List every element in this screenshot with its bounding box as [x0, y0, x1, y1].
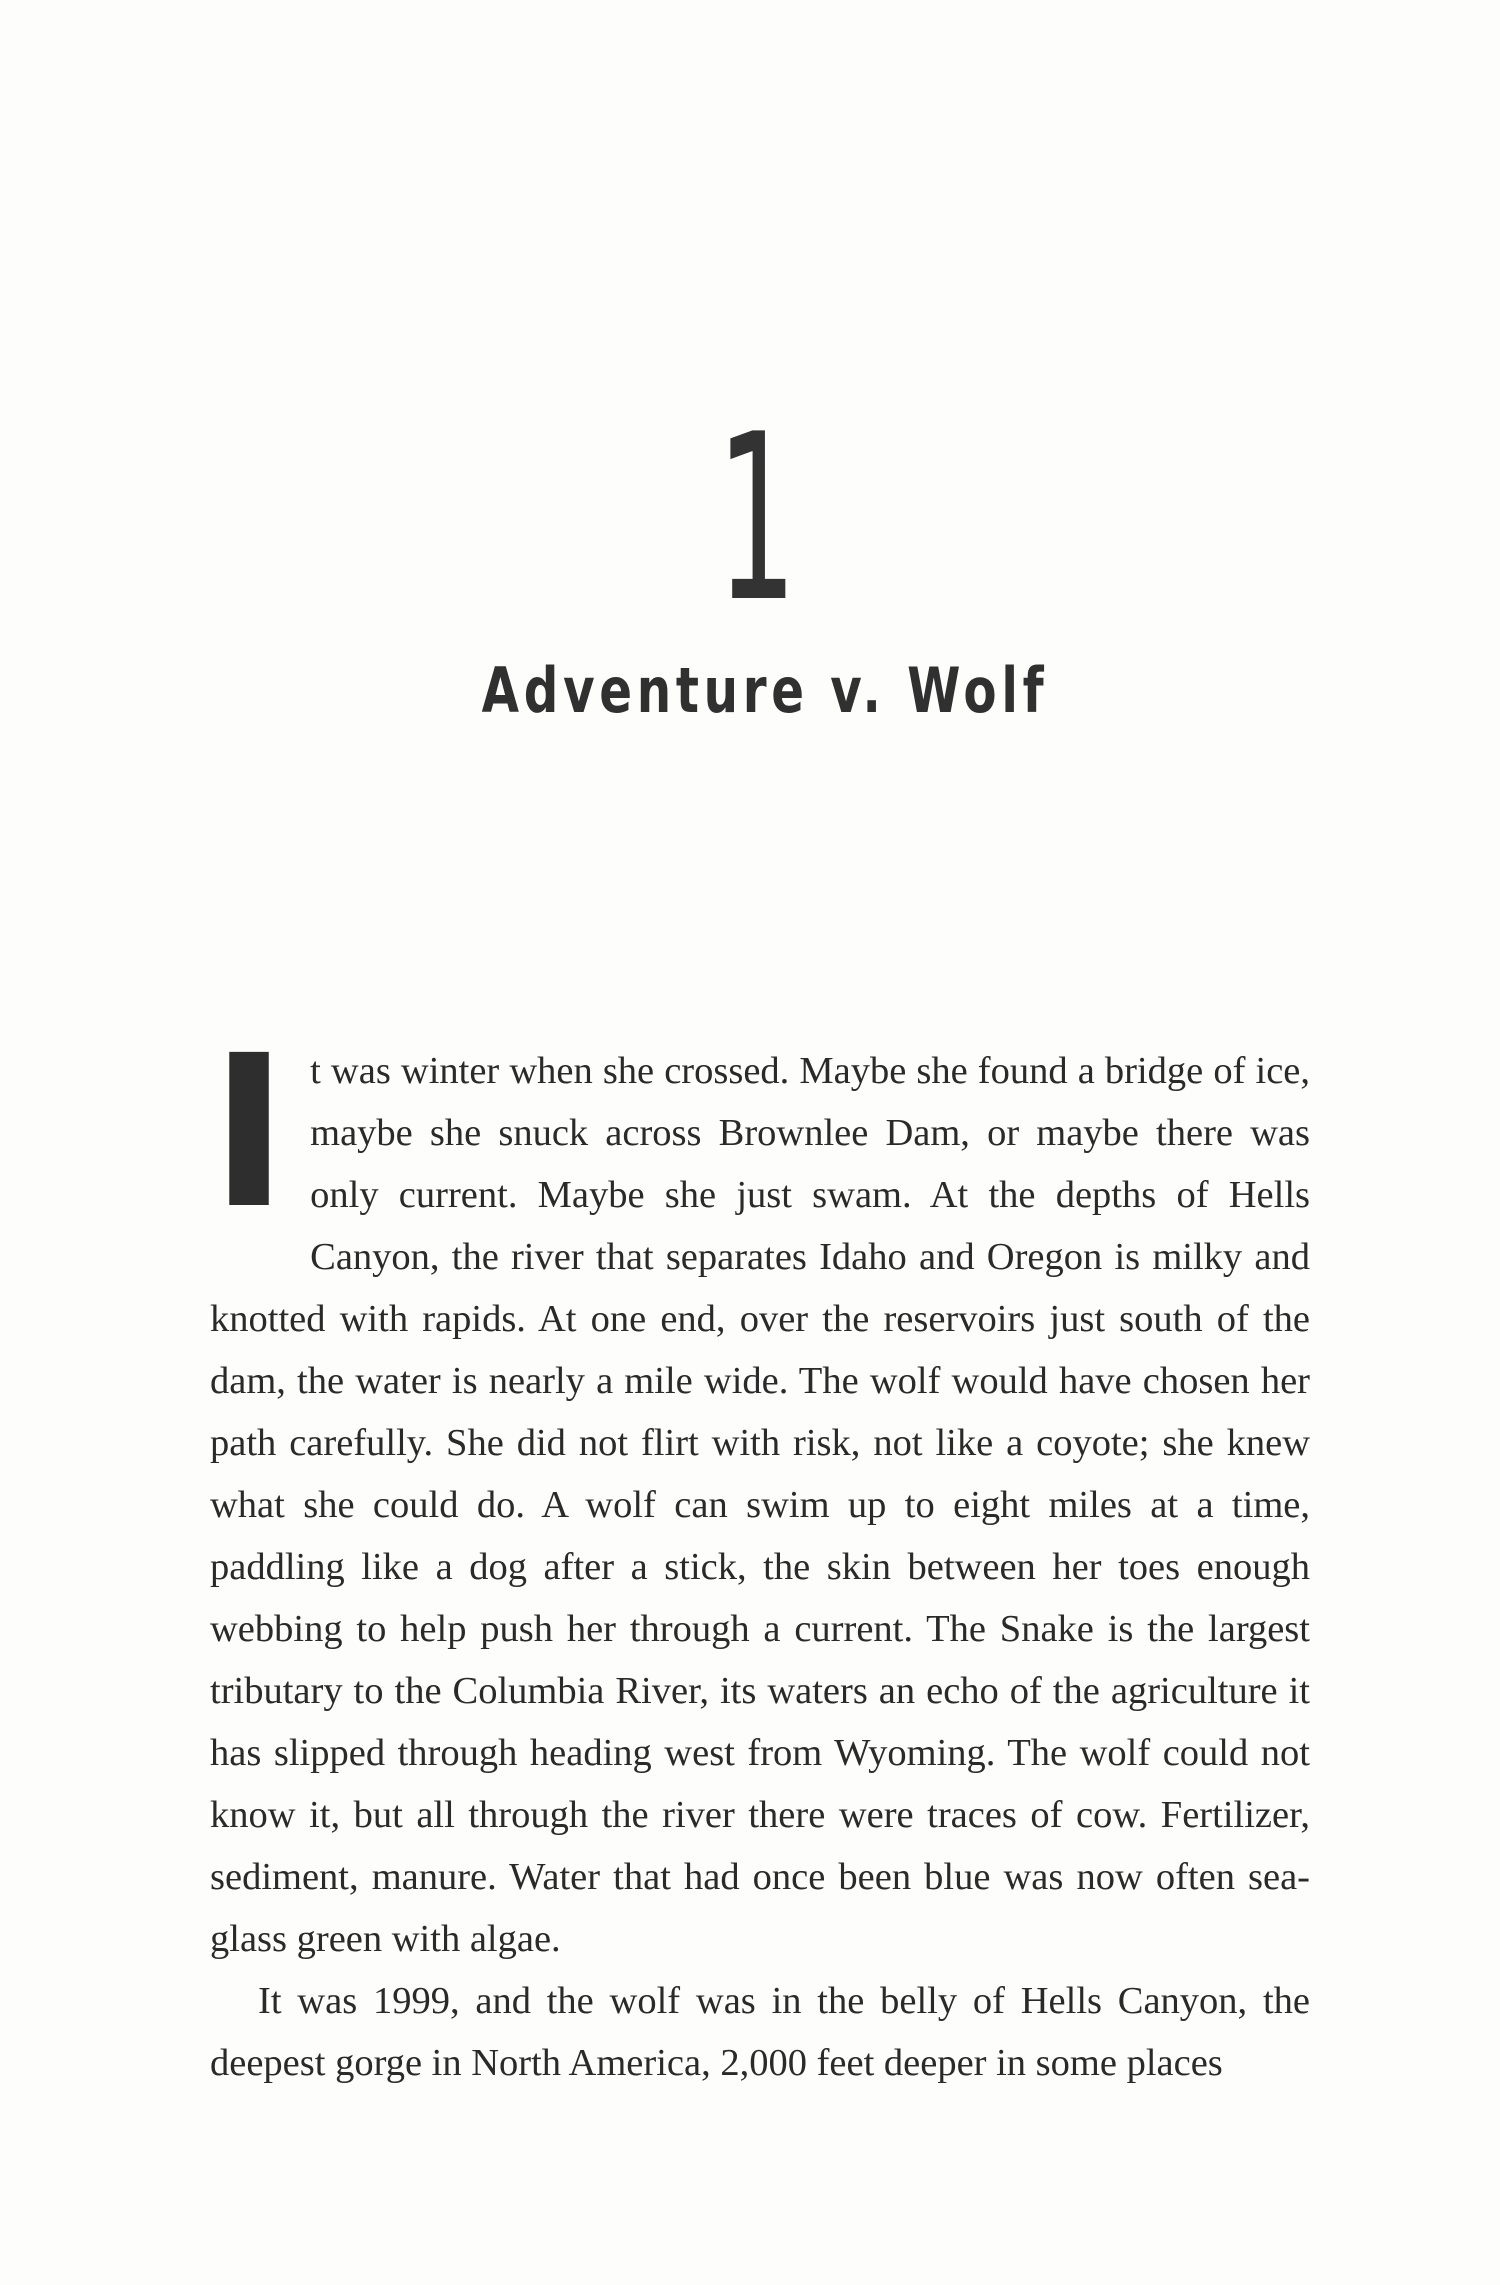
chapter-title: Adventure v. Wolf [481, 654, 1049, 727]
paragraph-2: It was 1999, and the wolf was in the belly of Hells Canyon, the deepest gorge in North America, 2,000 feet deeper in some places [210, 1980, 1310, 2084]
paragraph-1-text: t was winter when she crossed. Maybe she found a bridge of ice, maybe she snuck across Brownlee Dam, or maybe there was only current. Maybe she just swam. At the depths of Hells Canyon, the river that separates Idaho and Oregon is milky and knotted with rapids. At one end, over the reservoirs just south of the dam, the water is nearly a mile wide. The wolf would have chosen her path carefully. She did not flirt with risk, not like a coyote; she knew what she could do. A wolf can swim up to eight miles at a time, paddling like a dog after a stick, the skin between her toes enough webbing to help push her through a current. The Snake is the largest tributary to the Columbia River, its waters an echo of the agriculture it has slipped through heading west from Wyoming. The wolf could not know it, but all through the river there were traces of cow. Fertilizer, sediment, manure. Water that had once been blue was now often sea-glass green with algae. [210, 1050, 1310, 1960]
chapter-number: 1 [716, 386, 797, 653]
chapter-body [210, 1010, 1310, 2094]
paragraph-1 [210, 1010, 1310, 1970]
drop-cap: I [210, 1010, 289, 1255]
